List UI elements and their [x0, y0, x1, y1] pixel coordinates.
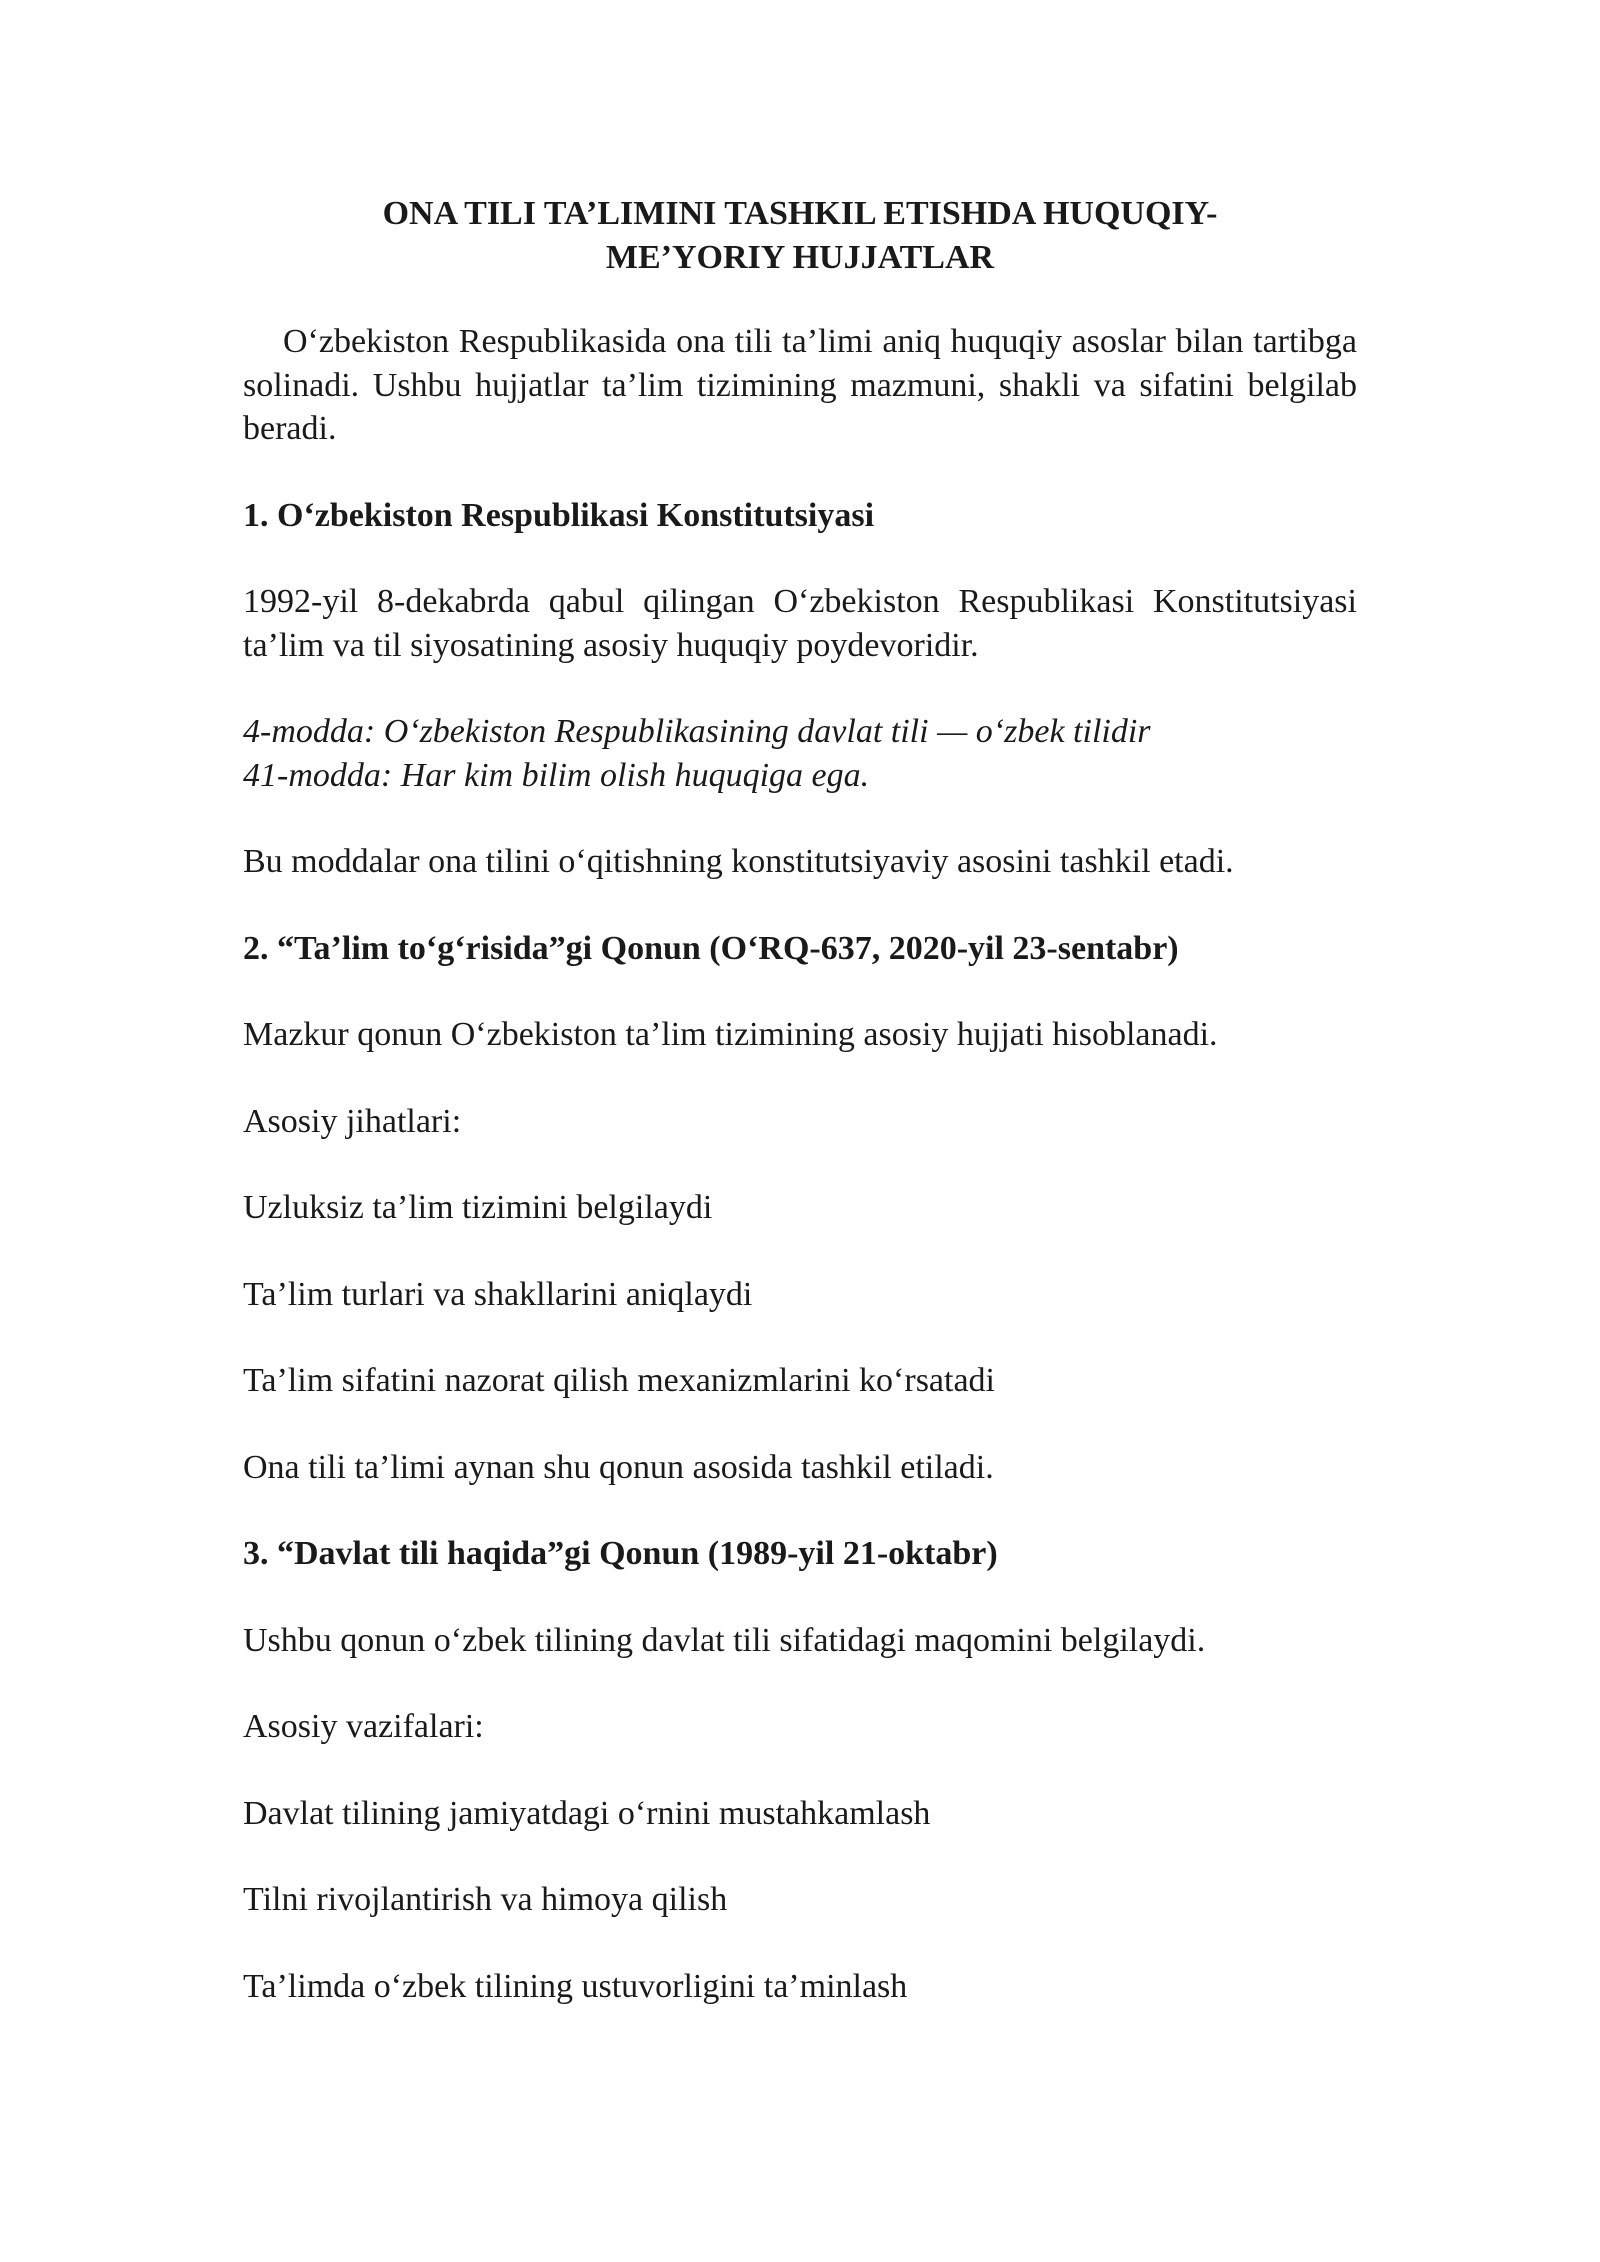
title-line-1: ONA TILI TA’LIMINI TASHKIL ETISHDA HUQUQIY-	[382, 195, 1218, 232]
title-line-2: ME’YORIY HUJJATLAR	[605, 239, 995, 276]
section-2-heading: 2. “Ta’lim to‘g‘risida”gi Qonun (O‘RQ-637, 2020-yil 23-sentabr)	[243, 929, 1179, 967]
article-41: 41-modda: Har kim bilim olish huquqiga ega.	[243, 756, 870, 794]
section-3-heading: 3. “Davlat tili haqida”gi Qonun (1989-yil 21-oktabr)	[243, 1535, 998, 1572]
section-3-item: Tilni rivojlantirish va himoya qilish	[243, 1881, 728, 1918]
section-1-lead: 1992-yil 8-dekabrda qabul qilingan O‘zbekiston Respublikasi Konstitutsiyasi ta’lim va til siyosatining asosiy huquqiy poydevoridir.	[243, 583, 1357, 664]
section-2-item: Uzluksiz ta’lim tizimini belgilaydi	[243, 1189, 713, 1226]
intro-paragraph: O‘zbekiston Respublikasida ona tili ta’limi aniq huquqiy asoslar bilan tartibga solinadi. Ushbu hujjatlar ta’lim tizimining mazmuni, shakli va sifatini belgilab beradi.	[243, 323, 1357, 447]
section-3-item: Ta’limda o‘zbek tilining ustuvorligini ta’minlash	[243, 1967, 908, 2005]
section-2-subheading: Asosiy jihatlari:	[243, 1102, 462, 1140]
section-2-item: Ta’lim turlari va shakllarini aniqlaydi	[243, 1275, 753, 1313]
section-1-conclusion: Bu moddalar ona tilini o‘qitishning konstitutsiyaviy asosini tashkil etadi.	[243, 843, 1234, 880]
section-3-item: Davlat tilining jamiyatdagi o‘rnini mustahkamlash	[243, 1794, 931, 1832]
document-page	[243, 192, 1357, 2051]
section-3-lead: Ushbu qonun o‘zbek tilining davlat tili sifatidagi maqomini belgilaydi.	[243, 1621, 1206, 1659]
section-1-articles	[243, 710, 1357, 797]
section-2-item: Ta’lim sifatini nazorat qilish mexanizmlarini ko‘rsatadi	[243, 1362, 996, 1399]
article-4: 4-modda: O‘zbekiston Respublikasining davlat tili — o‘zbek tilidir	[243, 713, 1151, 750]
section-2-conclusion: Ona tili ta’limi aynan shu qonun asosida tashkil etiladi.	[243, 1448, 994, 1486]
section-3-subheading: Asosiy vazifalari:	[243, 1708, 484, 1745]
section-2-lead: Mazkur qonun O‘zbekiston ta’lim tizimining asosiy hujjati hisoblanadi.	[243, 1016, 1218, 1053]
section-1-heading: 1. O‘zbekiston Respublikasi Konstitutsiyasi	[243, 496, 875, 534]
document-title	[243, 192, 1357, 280]
